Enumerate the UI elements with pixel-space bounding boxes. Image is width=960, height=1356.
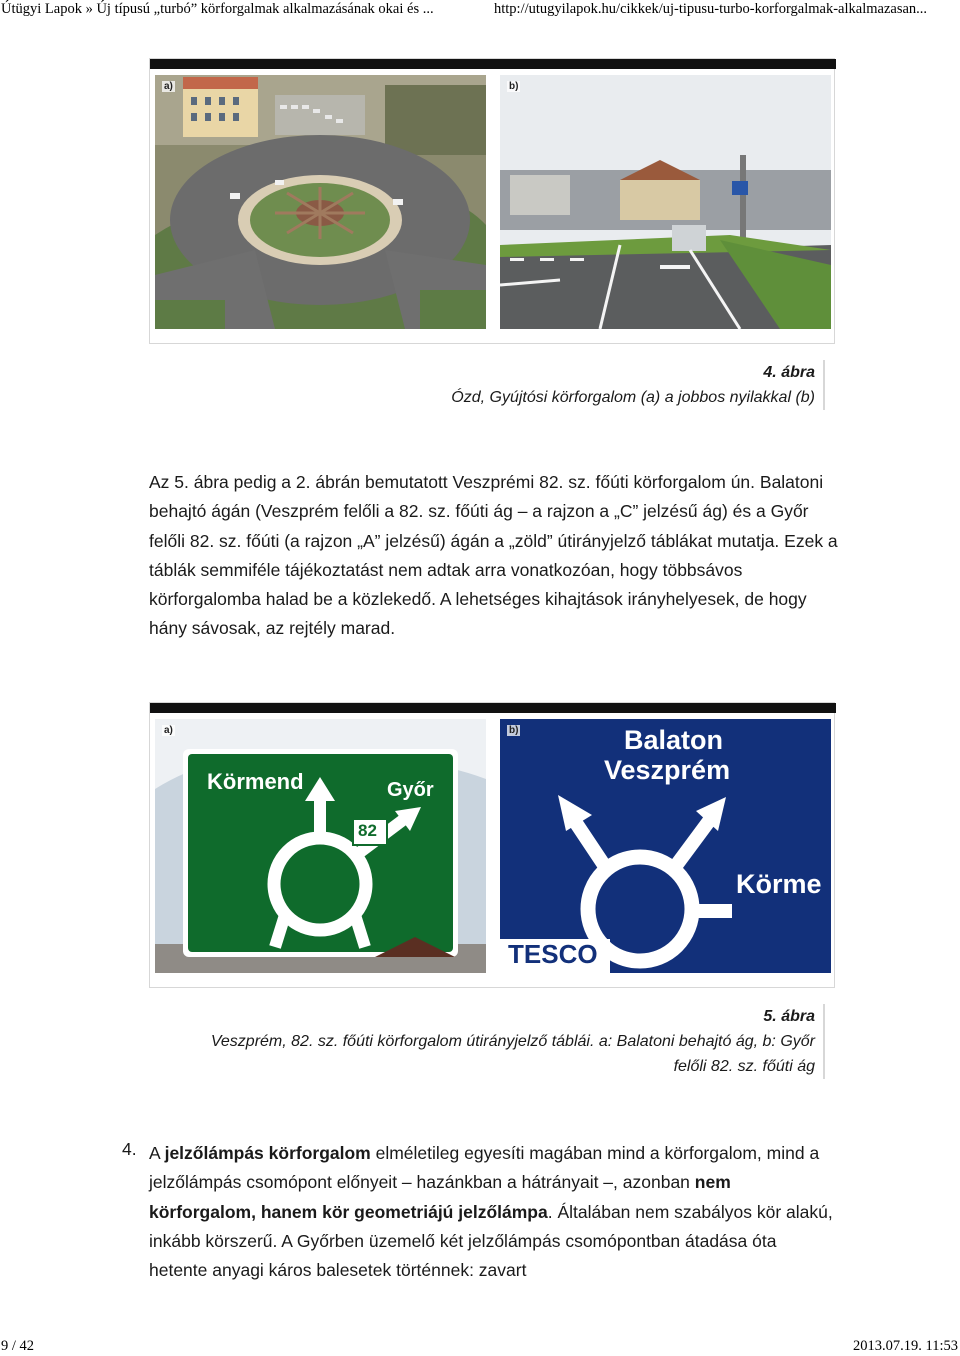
print-datetime: 2013.07.19. 11:53 [853, 1338, 958, 1354]
print-header [0, 0, 960, 20]
header-url: http://utugyilapok.hu/cikkek/uj-tipusu-turbo-korforgalmak-alkalmazasan... [494, 1, 928, 17]
sign-b-veszprem-text: Veszprém [604, 755, 731, 785]
figure-5-photo-b [500, 719, 831, 973]
figure-4-photo-b [500, 75, 831, 329]
section-4-bold-2: nem körforgalom, hanem kör geometriájú jelzőlámpa [149, 1172, 731, 1222]
sign-a-route-number: 82 [358, 821, 377, 840]
figure-4-label-b: b) [509, 81, 519, 92]
section-4-text-2: elméletileg egyesíti magában mind a körforgalom, mind a jelzőlámpás csomópont előnyeit – hazánkban a hátrányait –, azonban [149, 1143, 820, 1193]
section-4-text [149, 1139, 839, 1285]
section-4-bold-1: jelzőlámpás körforgalom [164, 1143, 371, 1163]
sign-b-kormend-text: Körme [736, 869, 822, 899]
section-4-number: 4. [122, 1139, 137, 1159]
figure-4-photo-a [155, 75, 486, 329]
page-number: 9 / 42 [1, 1338, 35, 1354]
figure-5-caption [211, 1004, 825, 1079]
figure-4-caption-text: Ózd, Gyújtósi körforgalom (a) a jobbos nyilakkal (b) [451, 389, 815, 406]
section-4-text-3: . Általában nem szabályos kör alakú, inkább körszerű. A Győrben üzemelő két jelzőlámpás csomópontban átadása óta hetente anyagi káros balesetek történnek: zavart [149, 1201, 833, 1281]
figure-top-bar [150, 59, 836, 69]
paragraph-1 [149, 468, 839, 644]
figure-top-bar [150, 703, 836, 713]
figure-4-label-a: a) [164, 81, 173, 92]
paragraph-1-text: Az 5. ábra pedig a 2. ábrán bemutatott Veszprémi 82. sz. főúti körforgalom ún. Balatoni behajtó ágán (Veszprém felőli a 82. sz. főúti ág – a rajzon a „C” jelzésű ág) és a Győr felőli 82. sz. főúti (a rajzon „A” jelzésű) ágán a „zöld” útirányjelző táblákat mutatja. Ezek a táblák semmiféle tájékoztatást nem adtak arra vonatkozóan, hogy többsávos körforgalomba halad be a közlekedő. A lehetséges kihajtások irányhelyesek, de hogy hány sávosak, az rejtély marad. [149, 472, 838, 639]
figure-5 [149, 702, 835, 988]
figure-5-caption-line1: Veszprém, 82. sz. főúti körforgalom útirányjelző táblái. a: Balatoni behajtó ág, b: Győr [210, 1033, 815, 1050]
section-4-paragraph [149, 1139, 839, 1285]
figure-4-caption [451, 360, 825, 410]
section-4-text-1: A [149, 1143, 165, 1163]
sign-a-kormend-text: Körmend [207, 769, 304, 794]
figure-5-photo-a [155, 719, 486, 973]
header-title: Útügyi Lapok » Új típusú „turbó” körforgalmak alkalmazásának okai és ... [1, 1, 434, 17]
figure-4 [149, 58, 835, 344]
sign-a-gyor-text: Győr [387, 779, 434, 801]
figure-5-caption-number: 5. ábra [763, 1008, 815, 1025]
figure-4-caption-number: 4. ábra [763, 364, 815, 381]
tesco-logo-text: TESCO [508, 939, 598, 969]
sign-b-balaton-text: Balaton [624, 725, 724, 755]
figure-5-caption-line2: felőli 82. sz. főúti ág [673, 1058, 815, 1075]
figure-5-label-b: b) [509, 725, 519, 736]
figure-5-label-a: a) [164, 725, 173, 736]
